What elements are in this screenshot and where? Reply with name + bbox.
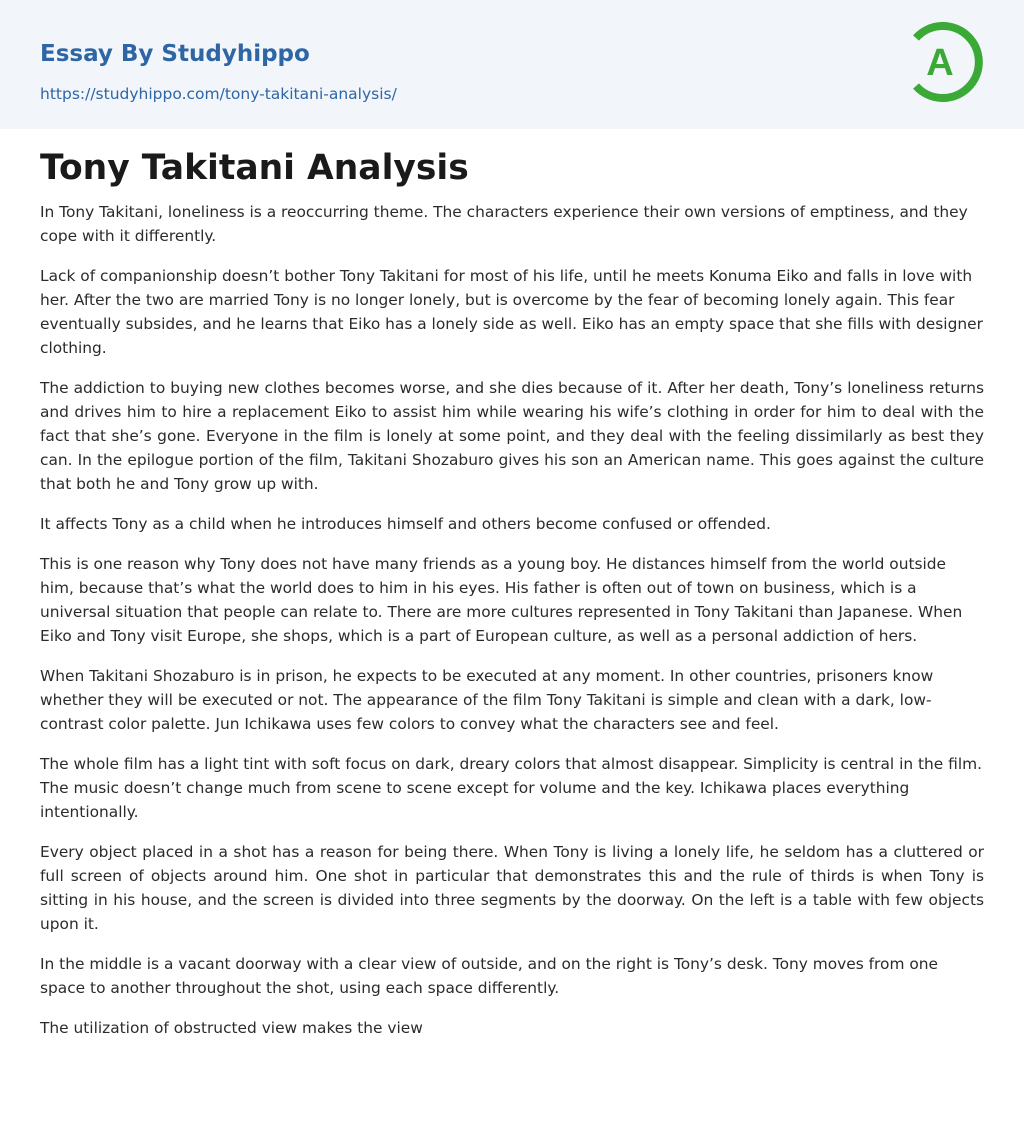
- paragraph: When Takitani Shozaburo is in prison, he expects to be executed at any moment. In other countries, prisoners know whether they will be executed or not. The appearance of the film Tony Takitani is simple and clean with a dark, low-contrast color palette. Jun Ichikawa uses few colors to convey what the characters see and feel.: [40, 667, 934, 733]
- brand-title: Essay By Studyhippo: [40, 41, 310, 67]
- logo-letter: A: [926, 42, 954, 84]
- paragraph: In the middle is a vacant doorway with a clear view of outside, and on the right is Tony’s desk. Tony moves from one space to another throughout the shot, using each space differently.: [40, 955, 938, 997]
- page-title: Tony Takitani Analysis: [40, 148, 469, 188]
- paragraph: The utilization of obstructed view makes the view: [40, 1019, 423, 1037]
- paragraph: Every object placed in a shot has a reason for being there. When Tony is living a lonely life, he seldom has a cluttered or full screen of objects around him. One shot in particular that demonstrates this and the rule of thirds is when Tony is sitting in his house, and the screen is divided into three segments by the doorway. On the left is a table with few objects upon it.: [40, 843, 984, 933]
- paragraph: Lack of companionship doesn’t bother Tony Takitani for most of his life, until he meets Konuma Eiko and falls in love with her. After the two are married Tony is no longer lonely, but is overcome by the fear of becoming lonely again. This fear eventually subsides, and he learns that Eiko has a lonely side as well. Eiko has an empty space that she fills with designer clothing.: [40, 267, 983, 357]
- paragraph: The whole film has a light tint with soft focus on dark, dreary colors that almost disappear. Simplicity is central in the film. The music doesn’t change much from scene to scene except for volume and the key. Ichikawa places everything intentionally.: [40, 755, 983, 821]
- essay-url-link[interactable]: https://studyhippo.com/tony-takitani-analysis/: [40, 85, 397, 103]
- paragraph: This is one reason why Tony does not have many friends as a young boy. He distances himself from the world outside him, because that’s what the world does to him in his eyes. His father is often out of town on business, which is a universal situation that people can relate to. There are more cultures represented in Tony Takitani than Japanese. When Eiko and Tony visit Europe, she shops, which is a part of European culture, as well as a personal addiction of hers.: [40, 555, 963, 645]
- paragraph: It affects Tony as a child when he introduces himself and others become confused or offended.: [40, 515, 771, 533]
- paragraph: The addiction to buying new clothes becomes worse, and she dies because of it. After her death, Tony’s loneliness returns and drives him to hire a replacement Eiko to assist him while wearing his wife’s clothing in order for him to deal with the fact that she’s gone. Everyone in the film is lonely at some point, and they deal with the feeling dissimilarly as best they can. In the epilogue portion of the film, Takitani Shozaburo gives his son an American name. This goes against the culture that both he and Tony grow up with.: [40, 379, 984, 493]
- studyhippo-logo-icon[interactable]: [904, 20, 988, 104]
- essay-body: [40, 200, 984, 1056]
- paragraph: In Tony Takitani, loneliness is a reoccurring theme. The characters experience their own versions of emptiness, and they cope with it differently.: [40, 203, 968, 245]
